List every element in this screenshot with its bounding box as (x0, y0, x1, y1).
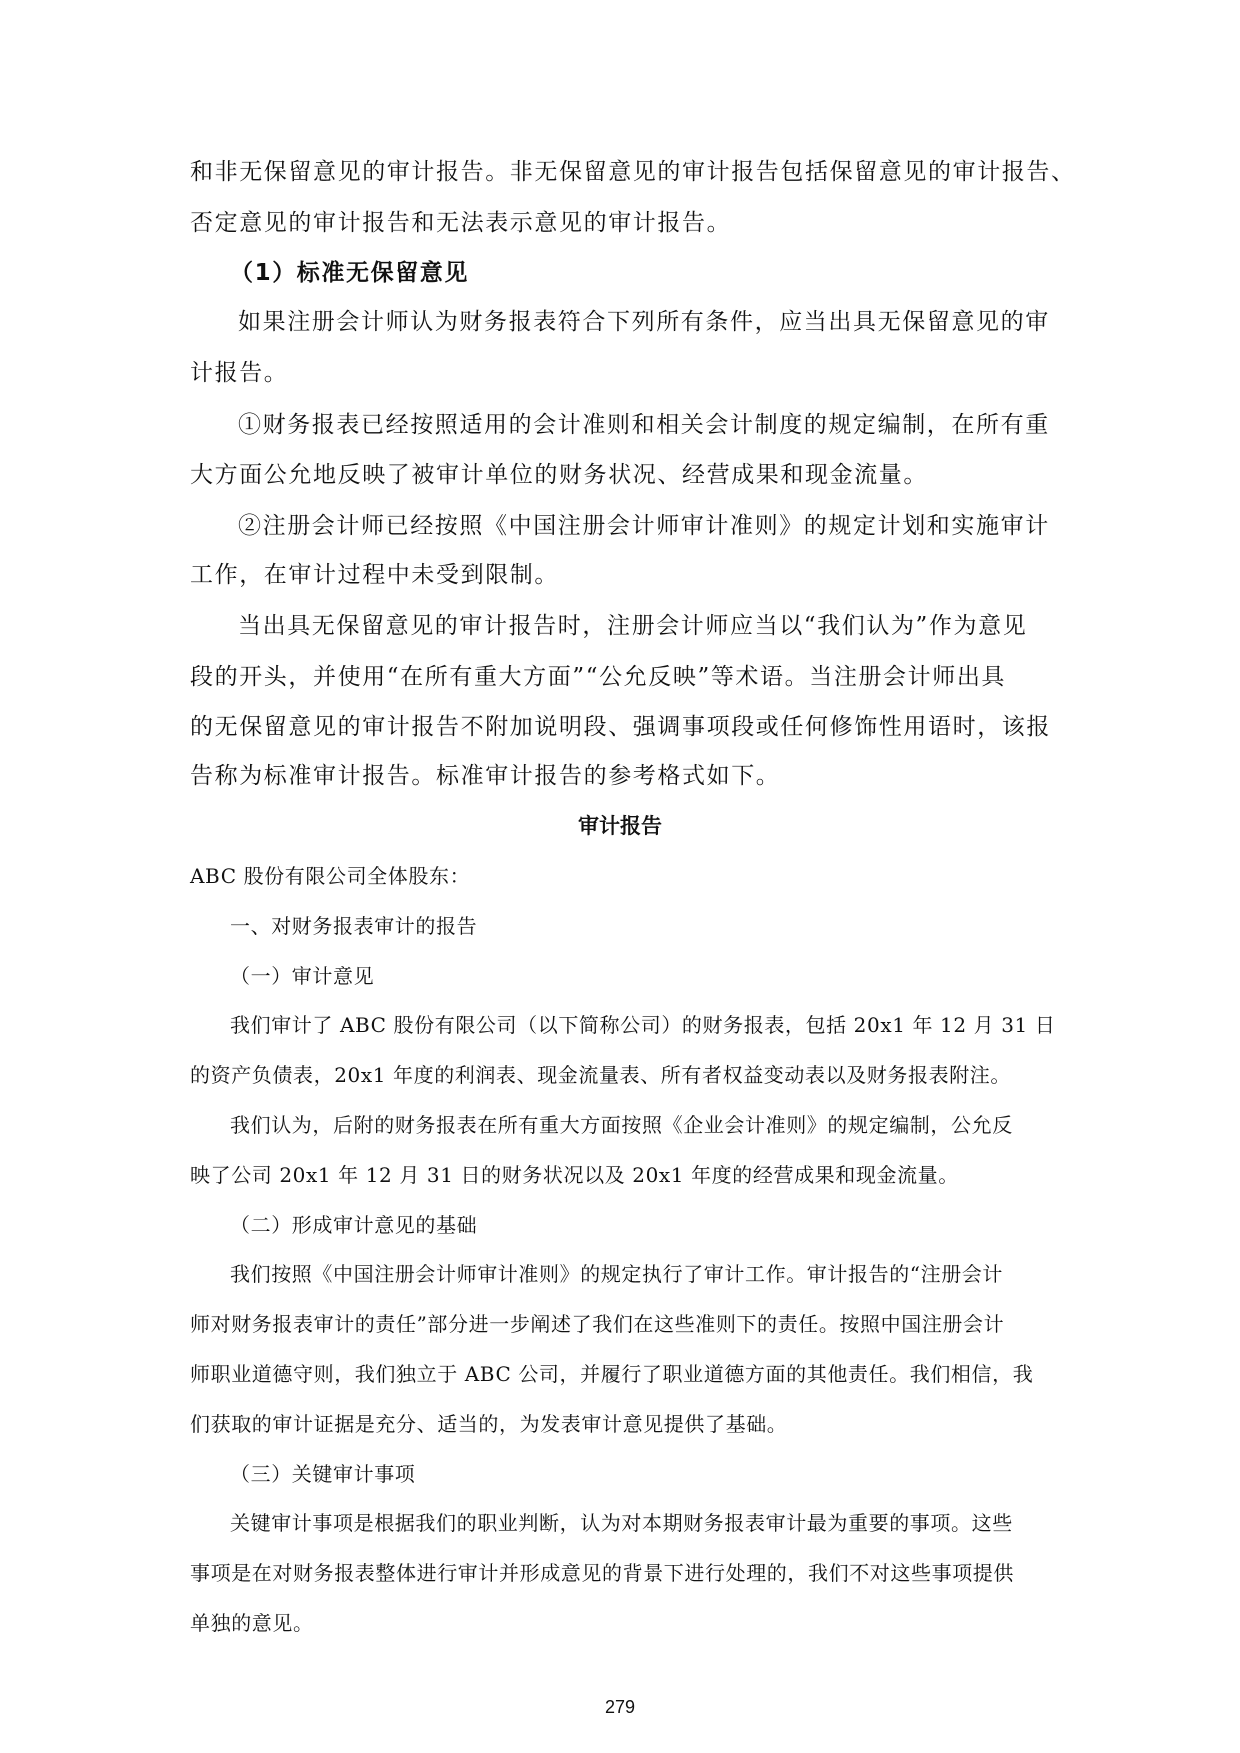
report-subsection-heading: （三）关键审计事项 (230, 1462, 416, 1486)
report-paragraph-line: 事项是在对财务报表整体进行审计并形成意见的背景下进行处理的，我们不对这些事项提供 (190, 1561, 1014, 1585)
page-number: 279 (604, 1697, 636, 1717)
body-paragraph-line: 工作，在审计过程中未受到限制。 (190, 562, 559, 588)
report-paragraph-line: 的资产负债表，20x1 年度的利润表、现金流量表、所有者权益变动表以及财务报表附注。 (190, 1063, 1012, 1087)
report-paragraph-line: 师对财务报表审计的责任”部分进一步阐述了我们在这些准则下的责任。按照中国注册会计 (190, 1312, 1005, 1336)
report-subsection-heading: （二）形成审计意见的基础 (230, 1213, 478, 1237)
body-paragraph-line: 告称为标准审计报告。标准审计报告的参考格式如下。 (190, 763, 781, 789)
report-paragraph-line: 映了公司 20x1 年 12 月 31 日的财务状况以及 20x1 年度的经营成果和现金流量。 (190, 1163, 959, 1187)
condition-item: ①财务报表已经按照适用的会计准则和相关会计制度的规定编制，在所有重 (238, 412, 1050, 438)
body-paragraph-line: 段的开头，并使用“在所有重大方面”“公允反映”等术语。当注册会计师出具 (190, 664, 1007, 690)
report-addressee: ABC 股份有限公司全体股东： (190, 864, 471, 888)
report-paragraph-line: 我们按照《中国注册会计师审计准则》的规定执行了审计工作。审计报告的“注册会计 (230, 1262, 1004, 1286)
body-paragraph-line: 如果注册会计师认为财务报表符合下列所有条件，应当出具无保留意见的审 (238, 309, 1050, 335)
report-paragraph-line: 我们认为，后附的财务报表在所有重大方面按照《企业会计准则》的规定编制，公允反 (230, 1113, 1013, 1137)
body-paragraph-line: 计报告。 (190, 360, 289, 386)
report-paragraph-line: 们获取的审计证据是充分、适当的，为发表审计意见提供了基础。 (190, 1412, 788, 1436)
body-paragraph-line: 和非无保留意见的审计报告。非无保留意见的审计报告包括保留意见的审计报告、 (190, 159, 1076, 185)
condition-item: ②注册会计师已经按照《中国注册会计师审计准则》的规定计划和实施审计 (238, 513, 1050, 539)
report-paragraph-line: 单独的意见。 (190, 1611, 314, 1635)
report-subsection-heading: （一）审计意见 (230, 964, 375, 988)
report-paragraph-line: 我们审计了 ABC 股份有限公司（以下简称公司）的财务报表，包括 20x1 年 12 月 31 日 (230, 1013, 1056, 1037)
report-paragraph-line: 关键审计事项是根据我们的职业判断，认为对本期财务报表审计最为重要的事项。这些 (230, 1511, 1013, 1535)
body-paragraph-line: 的无保留意见的审计报告不附加说明段、强调事项段或任何修饰性用语时，该报 (190, 714, 1051, 740)
report-title: 审计报告 (578, 814, 662, 838)
body-paragraph-line: 大方面公允地反映了被审计单位的财务状况、经营成果和现金流量。 (190, 462, 928, 488)
section-heading: （1）标准无保留意见 (230, 260, 470, 286)
body-paragraph-line: 否定意见的审计报告和无法表示意见的审计报告。 (190, 210, 732, 236)
body-paragraph-line: 当出具无保留意见的审计报告时，注册会计师应当以“我们认为”作为意见 (238, 613, 1028, 639)
report-section-heading: 一、对财务报表审计的报告 (230, 914, 478, 938)
report-paragraph-line: 师职业道德守则，我们独立于 ABC 公司，并履行了职业道德方面的其他责任。我们相信，我 (190, 1362, 1034, 1386)
